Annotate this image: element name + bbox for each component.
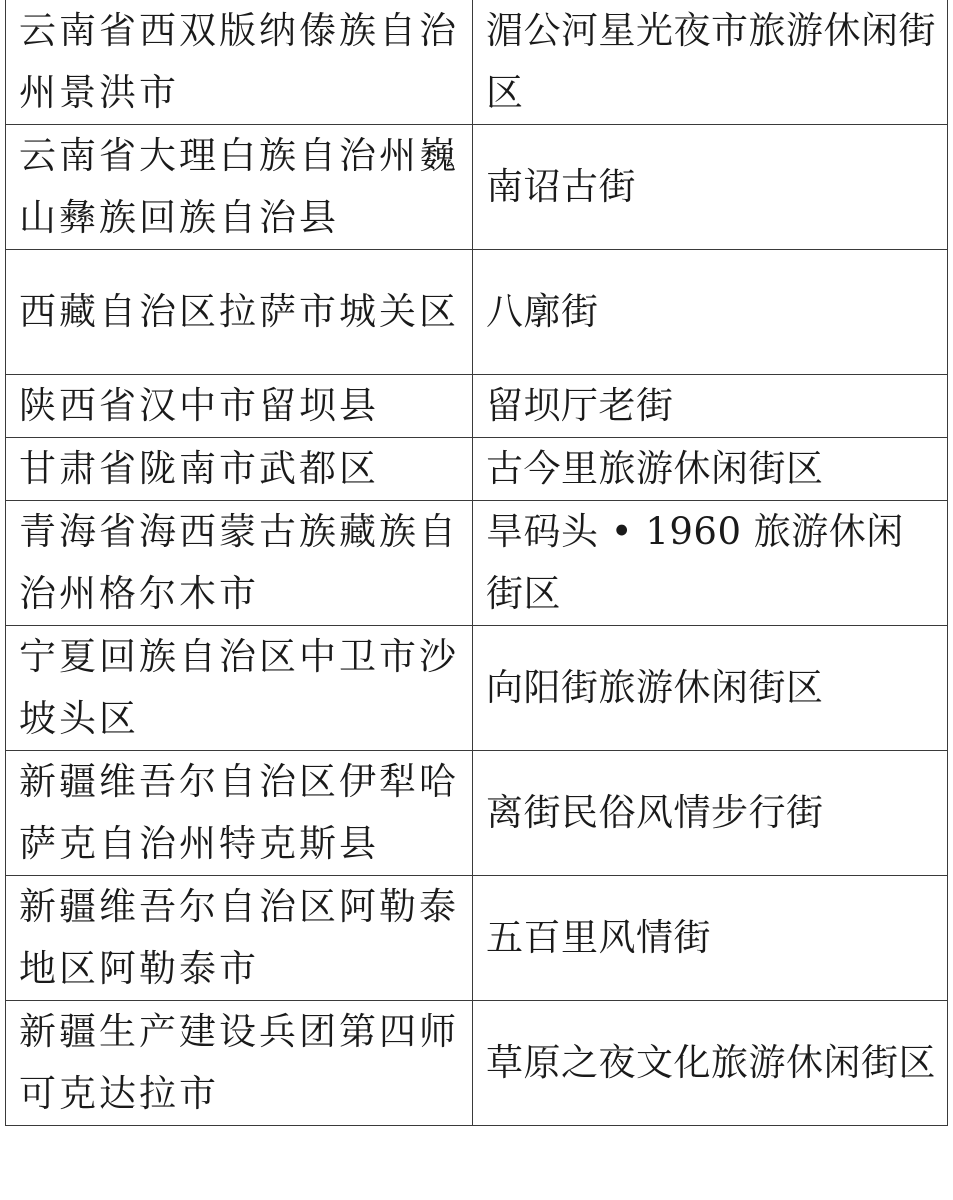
region-cell: 西藏自治区拉萨市城关区 (6, 250, 473, 375)
street-cell: 离街民俗风情步行街 (473, 751, 948, 876)
region-cell: 陕西省汉中市留坝县 (6, 375, 473, 438)
street-cell: 留坝厅老街 (473, 375, 948, 438)
region-cell: 青海省海西蒙古族藏族自治州格尔木市 (6, 501, 473, 626)
street-list-table (5, 0, 948, 1126)
street-cell: 草原之夜文化旅游休闲街区 (473, 1001, 948, 1126)
street-cell: 湄公河星光夜市旅游休闲街区 (473, 0, 948, 125)
table-row (6, 0, 948, 125)
table-row (6, 125, 948, 250)
street-cell: 旱码头 • 1960 旅游休闲街区 (473, 501, 948, 626)
region-cell: 宁夏回族自治区中卫市沙坡头区 (6, 626, 473, 751)
region-cell: 新疆维吾尔自治区伊犁哈萨克自治州特克斯县 (6, 751, 473, 876)
table-row (6, 250, 948, 375)
region-cell: 新疆生产建设兵团第四师可克达拉市 (6, 1001, 473, 1126)
street-cell: 向阳街旅游休闲街区 (473, 626, 948, 751)
street-cell: 五百里风情街 (473, 876, 948, 1001)
region-cell: 新疆维吾尔自治区阿勒泰地区阿勒泰市 (6, 876, 473, 1001)
street-cell: 古今里旅游休闲街区 (473, 438, 948, 501)
region-cell: 云南省大理白族自治州巍山彝族回族自治县 (6, 125, 473, 250)
table-row (6, 626, 948, 751)
table-row (6, 1001, 948, 1126)
table-row (6, 751, 948, 876)
table-row (6, 501, 948, 626)
table-row (6, 876, 948, 1001)
table-row (6, 375, 948, 438)
street-cell: 八廓街 (473, 250, 948, 375)
region-cell: 云南省西双版纳傣族自治州景洪市 (6, 0, 473, 125)
table-row (6, 438, 948, 501)
region-cell: 甘肃省陇南市武都区 (6, 438, 473, 501)
street-cell: 南诏古街 (473, 125, 948, 250)
